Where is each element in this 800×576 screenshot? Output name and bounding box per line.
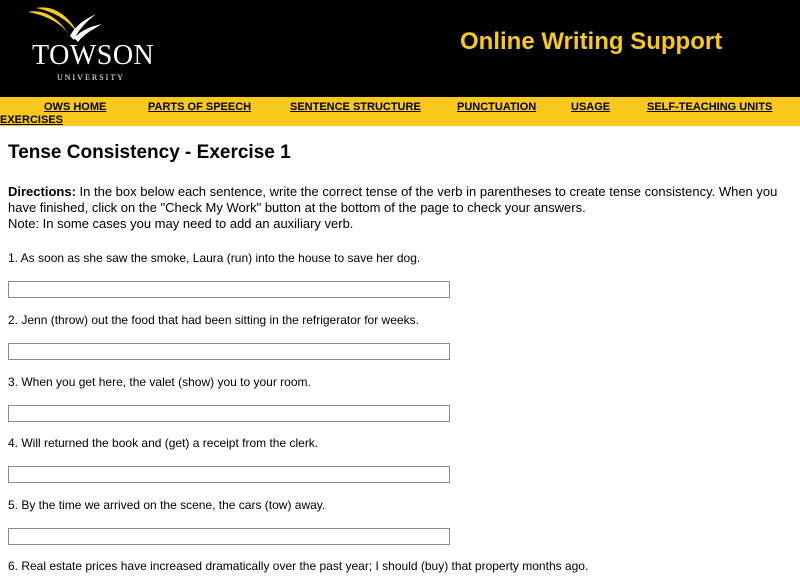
- nav-parts-of-speech[interactable]: PARTS OF SPEECH: [148, 101, 252, 113]
- site-title: Online Writing Support: [460, 28, 723, 55]
- nav-punctuation[interactable]: PUNCTUATION: [457, 101, 537, 113]
- nav-sentence-structure[interactable]: SENTENCE STRUCTURE: [290, 101, 421, 113]
- page-title: Tense Consistency - Exercise 1: [8, 142, 291, 163]
- answer-input-5[interactable]: [8, 528, 450, 545]
- answer-input-3[interactable]: [8, 405, 450, 422]
- question-6: 6. Real estate prices have increased dramatically over the past year; I should (buy) that property months ago.: [8, 559, 589, 573]
- question-4: 4. Will returned the book and (get) a receipt from the clerk.: [8, 436, 319, 450]
- question-3: 3. When you get here, the valet (show) you to your room.: [8, 375, 311, 389]
- towson-logo[interactable]: [26, 6, 155, 86]
- directions: [8, 184, 792, 232]
- site-header: [0, 0, 800, 97]
- directions-label: Directions:: [8, 184, 76, 199]
- main-nav: [0, 97, 800, 126]
- answer-input-2[interactable]: [8, 343, 450, 360]
- directions-text: In the box below each sentence, write the correct tense of the verb in parentheses to create tense consistency. When you have finished, click on the "Check My Work" button at the bottom of the page to check your answers.: [8, 184, 778, 215]
- nav-self-teaching-units[interactable]: SELF-TEACHING UNITS: [647, 101, 773, 113]
- logo-subtitle: UNIVERSITY: [57, 73, 125, 82]
- nav-exercises[interactable]: EXERCISES: [0, 114, 63, 126]
- question-5: 5. By the time we arrived on the scene, the cars (tow) away.: [8, 498, 326, 512]
- answer-input-4[interactable]: [8, 466, 450, 483]
- nav-usage[interactable]: USAGE: [571, 101, 611, 113]
- question-1: 1. As soon as she saw the smoke, Laura (run) into the house to save her dog.: [8, 251, 421, 265]
- question-2: 2. Jenn (throw) out the food that had been sitting in the refrigerator for weeks.: [8, 313, 419, 327]
- logo-wordmark: TOWSON: [32, 40, 155, 71]
- nav-ows-home[interactable]: OWS HOME: [44, 101, 107, 113]
- answer-input-1[interactable]: [8, 281, 450, 298]
- directions-note: Note: In some cases you may need to add an auxiliary verb.: [8, 216, 354, 231]
